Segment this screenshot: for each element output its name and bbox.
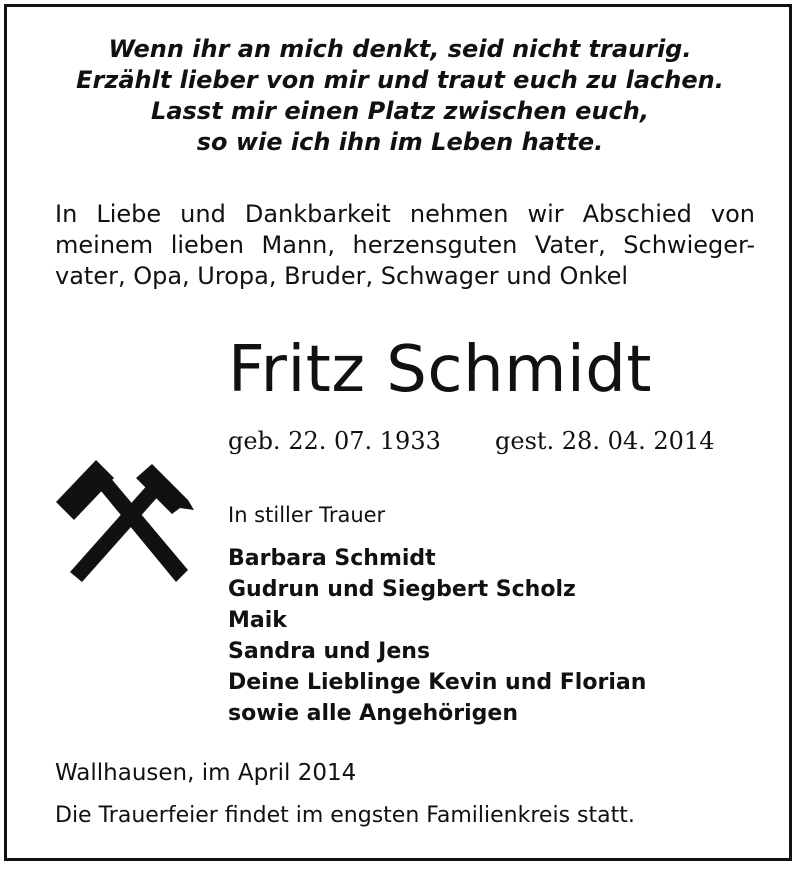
mourning-line: In stiller Trauer [228, 503, 386, 527]
funeral-note: Die Trauerfeier findet im engsten Familienkreis statt. [55, 803, 635, 828]
hammer-and-pick-icon [52, 452, 197, 592]
family-list [228, 543, 646, 729]
family-member: Maik [228, 608, 287, 633]
family-member: sowie alle Angehörigen [228, 701, 519, 726]
birth-date: geb. 22. 07. 1933 [228, 427, 441, 455]
poem [0, 34, 800, 158]
poem-line: Lasst mir einen Platz zwischen euch, [151, 97, 649, 125]
deceased-name: Fritz Schmidt [228, 333, 652, 407]
poem-line: so wie ich ihn im Leben hatte. [196, 128, 604, 156]
poem-line: Erzählt lieber von mir und traut euch zu lachen. [76, 66, 724, 94]
intro-line: meinem lieben Mann, herzensguten Vater, Schwieger- [55, 231, 755, 259]
family-member: Gudrun und Siegbert Scholz [228, 577, 576, 602]
poem-line: Wenn ihr an mich denkt, seid nicht traurig. [108, 35, 692, 63]
death-date: gest. 28. 04. 2014 [495, 427, 715, 455]
intro-line: vater, Opa, Uropa, Bruder, Schwager und Onkel [55, 262, 629, 290]
family-member: Deine Lieblinge Kevin und Florian [228, 670, 647, 695]
family-member: Barbara Schmidt [228, 546, 436, 571]
place-date: Wallhausen, im April 2014 [55, 760, 357, 786]
intro-line: In Liebe und Dankbarkeit nehmen wir Abschied von [55, 200, 755, 228]
family-member: Sandra und Jens [228, 639, 431, 664]
intro-text [55, 199, 755, 292]
life-dates [228, 424, 748, 458]
